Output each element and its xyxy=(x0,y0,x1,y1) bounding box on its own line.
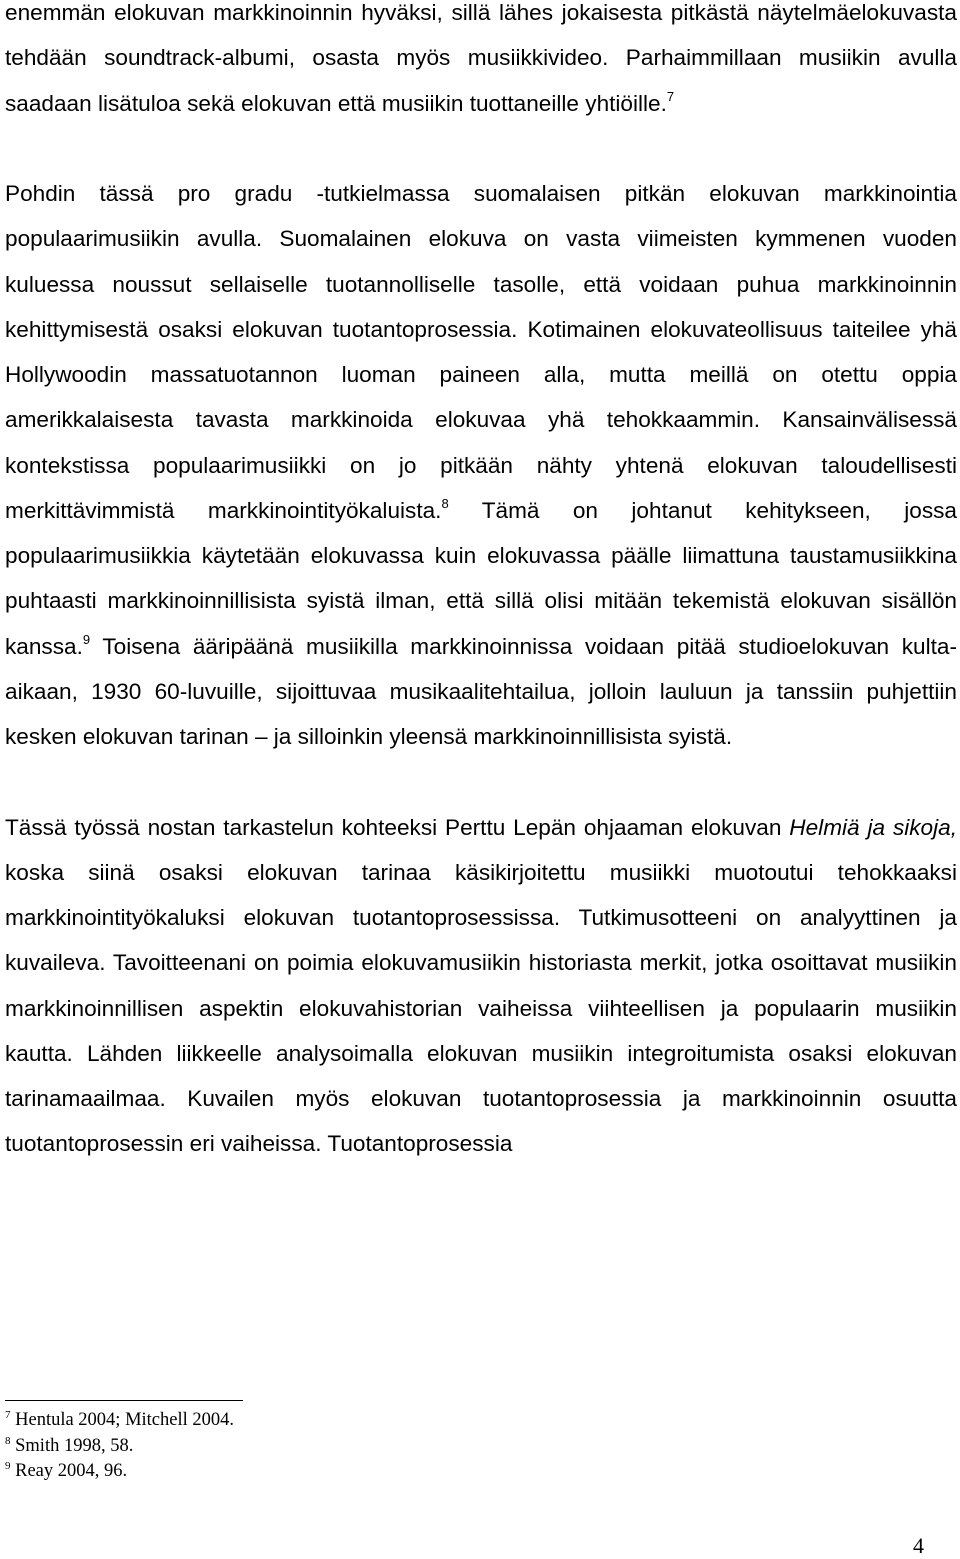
paragraph-1: enemmän elokuvan markkinoinnin hyväksi, sillä lähes jokaisesta pitkästä näytelmäelokuvasta tehdään soundtrack-albumi, osasta myös musiikkivideo. Parhaimmillaan musiikin avulla saadaan lisätuloa sekä elokuvan että musiikin tuottaneille yhtiöille.$^7$ xyxy=(5,0,957,116)
footnote-ref-9: 9 xyxy=(82,631,91,647)
footnote-ref-7: 7 xyxy=(666,88,675,104)
footnote-8: $^8$ Smith 1998, 58. xyxy=(5,1434,134,1456)
paragraph-gap xyxy=(5,759,957,804)
footnote-7: $^7$ Hentula 2004; Mitchell 2004. xyxy=(5,1409,235,1430)
paragraph-3: Tässä työssä nostan tarkastelun kohteeksi Perttu Lepän ohjaaman elokuvan Helmiä ja sikoja, koska siinä osaksi elokuvan tarinaa käsikirjoitettu musiikki muotoutui tehokkaaksi markkinointityökaluksi elokuvan tuotantoprosessissa. Tutkimusotteeni on analyyttinen ja kuvaileva. Tavoitteenani on poimia elokuvamusiikin historiasta merkit, jotka osoittavat musiikin markkinoinnillisen aspektin elokuvahistorian vaiheissa viihteellisen ja populaarin musiikin kautta. Lähden liikkeelle analysoimalla elokuvan musiikin integroitumista osaksi elokuvan tarinamaailmaa. Kuvailen myös elokuvan tuotantoprosessia ja markkinoinnin osuutta tuotantoprosessin eri vaiheissa. Tuotantoprosessia xyxy=(5,814,957,1157)
footnote-divider xyxy=(5,1400,243,1401)
paragraph-gap xyxy=(5,126,957,171)
footnote-ref-8: 8 xyxy=(441,495,449,511)
film-title: Helmiä ja sikoja, xyxy=(789,814,957,840)
footnotes xyxy=(5,1408,234,1485)
paragraph-2: Pohdin tässä pro gradu -tutkielmassa suomalaisen pitkän elokuvan markkinointia populaarimusiikin avulla. Suomalainen elokuva on vasta viimeisten kymmenen vuoden kuluessa noussut sellaiselle tuotannolliselle tasolle, että voidaan puhua markkinoinnin kehittymisestä osaksi elokuvan tuotantoprosessia. Kotimainen elokuvateollisuus taiteilee yhä Hollywoodin massatuotannon luoman paineen alla, mutta meillä on otettu oppia amerikkalaisesta tavasta markkinoida elokuvaa yhä tehokkaammin. Kansainvälisessä kontekstissa populaarimusiikki on jo pitkään nähty yhtenä elokuvan taloudellisesti merkittävimmistä markkinointityökaluista.$^8$ Tämä on johtanut kehitykseen, jossa populaarimusiikkia käytetään elokuvassa kuin elokuvassa päälle liimattuna taustamusiikkina puhtaasti markkinoinnillisista syistä ilman, että sillä olisi mitään tekemistä elokuvan sisällön kanssa.$^9$ Toisena ääripäänä musiikilla markkinoinnissa voidaan pitää studioelokuvan kulta-aikaan, 1930 60-luvuille, sijoittuvaa musikaalitehtailua, jolloin lauluun ja tanssiin puhjettiin kesken elokuvan tarinan – ja silloinkin yleensä markkinoinnillisista syistä. xyxy=(5,181,957,749)
page-body xyxy=(5,0,957,1167)
footnote-9: $^9$ Reay 2004, 96. xyxy=(5,1460,128,1481)
page-number: 4 xyxy=(913,1533,924,1558)
